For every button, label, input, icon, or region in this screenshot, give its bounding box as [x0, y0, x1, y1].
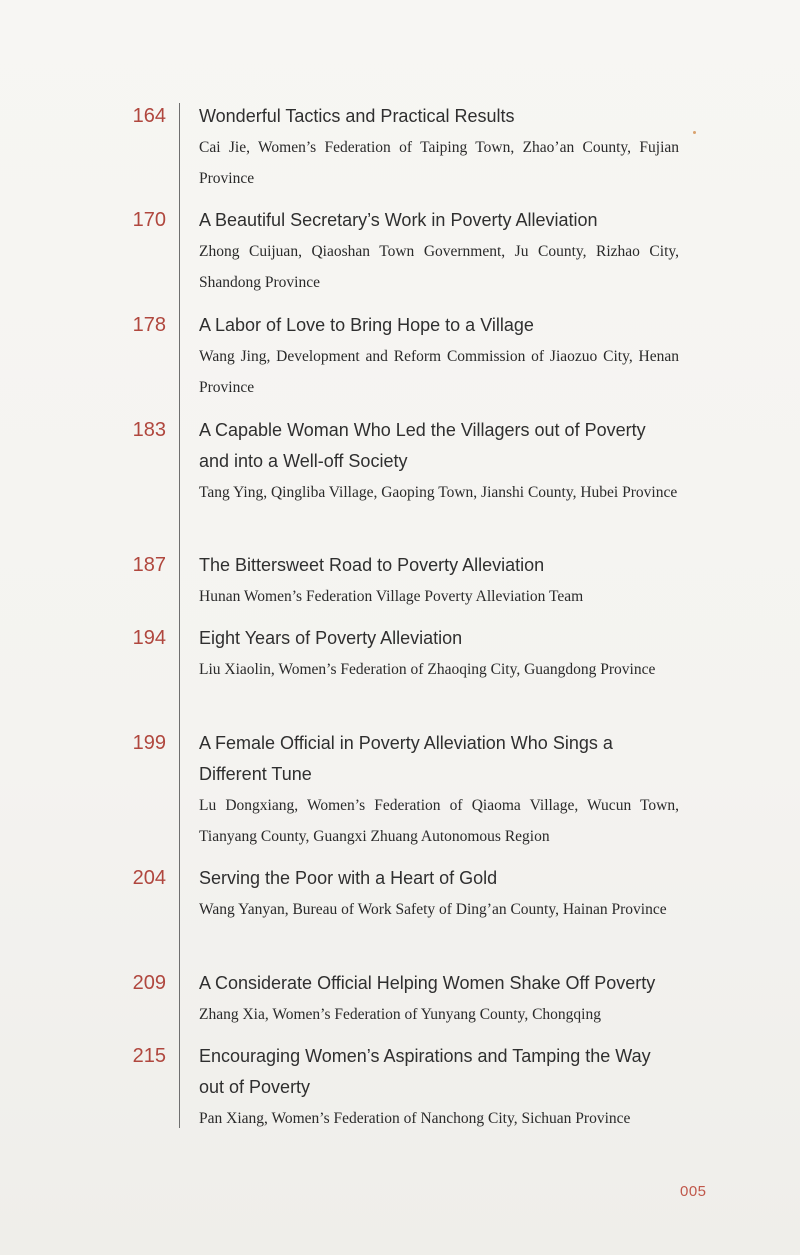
- entry-title: Encouraging Women’s Aspirations and Tamping the Way out of Poverty: [199, 1046, 651, 1097]
- page-number: 183: [132, 419, 166, 441]
- entry-title: Serving the Poor with a Heart of Gold: [199, 868, 498, 888]
- entry-title: A Beautiful Secretary’s Work in Poverty Alleviation: [199, 210, 598, 230]
- page-number: 194: [132, 627, 166, 649]
- entry-author: Wang Yanyan, Bureau of Work Safety of Ding’an County, Hainan Province: [199, 901, 667, 918]
- entry-title: The Bittersweet Road to Poverty Alleviation: [199, 555, 545, 575]
- entry-author: Zhang Xia, Women’s Federation of Yunyang County, Chongqing: [199, 1006, 601, 1023]
- vertical-divider: [179, 103, 180, 1128]
- entry-title: A Female Official in Poverty Alleviation Who Sings a Different Tune: [199, 733, 613, 784]
- entry-title: A Considerate Official Helping Women Shake Off Poverty: [199, 973, 656, 993]
- page-folio: 005: [680, 1183, 707, 1200]
- entry-author: Liu Xiaolin, Women’s Federation of Zhaoqing City, Guangdong Province: [199, 661, 656, 678]
- entry-author: Tang Ying, Qingliba Village, Gaoping Town, Jianshi County, Hubei Province: [199, 484, 678, 501]
- entry-author: Hunan Women’s Federation Village Poverty Alleviation Team: [199, 588, 584, 605]
- page-number: 199: [132, 732, 166, 754]
- entry-author: Lu Dongxiang, Women’s Federation of Qiaoma Village, Wucun Town, Tianyang County, Guangxi Zhuang Autonomous Region: [199, 797, 679, 845]
- entry-author: Pan Xiang, Women’s Federation of Nanchong City, Sichuan Province: [199, 1110, 631, 1127]
- entry-author: Cai Jie, Women’s Federation of Taiping Town, Zhao’an County, Fujian Province: [199, 139, 679, 187]
- entry-title: A Capable Woman Who Led the Villagers out of Poverty and into a Well-off Society: [199, 420, 646, 471]
- page-number: 178: [132, 314, 166, 336]
- decorative-dot: [693, 131, 696, 134]
- page-number: 204: [132, 867, 166, 889]
- page-number: 164: [132, 105, 166, 127]
- entry-title: Eight Years of Poverty Alleviation: [199, 628, 463, 648]
- page-number: 170: [132, 209, 166, 231]
- entry-author: Zhong Cuijuan, Qiaoshan Town Government, Ju County, Rizhao City, Shandong Province: [199, 243, 679, 291]
- entry-title: Wonderful Tactics and Practical Results: [199, 106, 515, 126]
- entry-author: Wang Jing, Development and Reform Commission of Jiaozuo City, Henan Province: [199, 348, 679, 396]
- page-number: 187: [132, 554, 166, 576]
- entry-title: A Labor of Love to Bring Hope to a Village: [199, 315, 534, 335]
- page-number: 209: [132, 972, 166, 994]
- page-number: 215: [132, 1045, 166, 1067]
